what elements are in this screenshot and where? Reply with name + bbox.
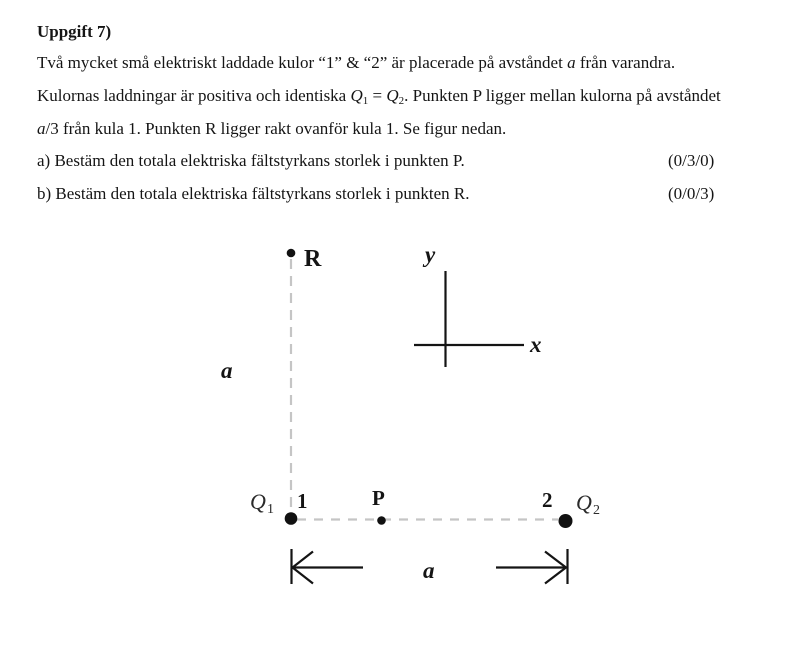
question-a-label: a) Bestäm den totala elektriska fältstyrkans storlek i punkten P. <box>37 151 465 170</box>
charge2-number-label: 2 <box>542 488 553 512</box>
problem-text-line-1: Två mycket små elektriskt laddade kulor “1” & “2” är placerade på avståndet a från varandra. <box>37 53 676 72</box>
problem-heading: Uppgift 7) <box>37 22 112 41</box>
question-b-label: b) Bestäm den totala elektriska fältstyrkans storlek i punkten R. <box>37 184 470 203</box>
charge1-number-label: 1 <box>297 489 308 513</box>
distance-bottom-label: a <box>423 558 435 583</box>
problem-text-line-2: Kulornas laddningar är positiva och identiska Q1 = Q2. Punkten P ligger mellan kulorna på avståndet <box>37 86 721 107</box>
axis-x-label: x <box>530 332 542 357</box>
charge1-q-label: Q <box>250 489 266 514</box>
axis-y-label: y <box>425 242 436 267</box>
problem-text-line-3: a/3 från kula 1. Punkten R ligger rakt ovanför kula 1. Se figur nedan. <box>37 119 507 138</box>
charge2-q-label: Q <box>576 490 592 515</box>
point-r-dot <box>287 249 296 258</box>
point-r-label: R <box>304 246 322 272</box>
point-p-dot <box>377 516 386 525</box>
charge1-dot <box>285 512 298 525</box>
distance-left-label: a <box>221 358 233 383</box>
charge1-q-sub: 1 <box>267 502 274 517</box>
charge2-q-sub: 2 <box>593 503 600 518</box>
charge2-dot <box>559 514 573 528</box>
question-b-points: (0/0/3) <box>668 184 715 203</box>
question-a-points: (0/3/0) <box>668 151 715 170</box>
point-p-label: P <box>372 486 385 510</box>
